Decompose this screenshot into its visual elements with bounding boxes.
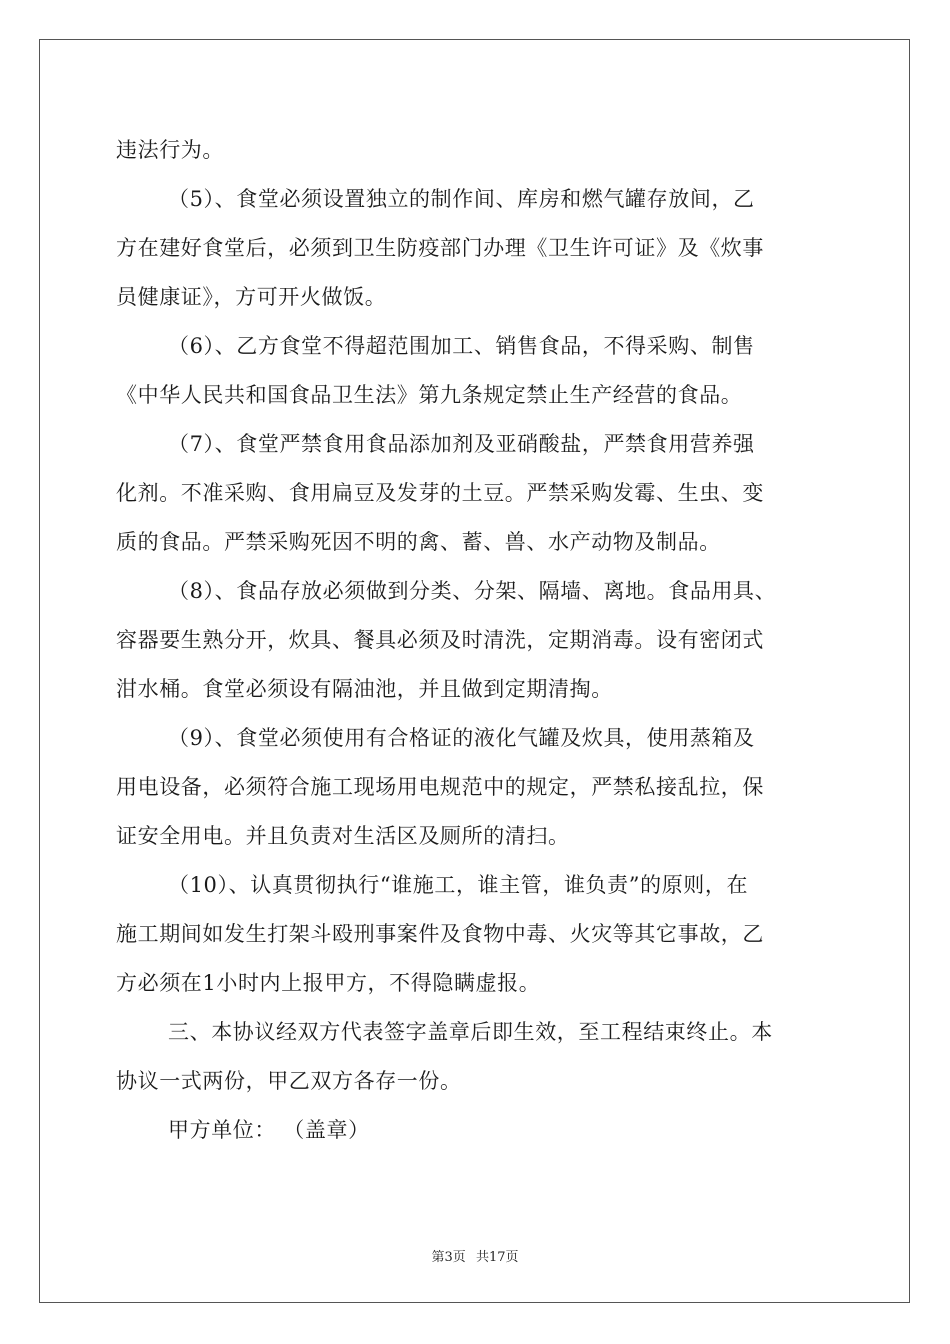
signature-line: 甲方单位： （盖章） xyxy=(168,1118,370,1142)
text-line: （9）、食堂必须使用有合格证的液化气罐及炊具，使用蒸箱及 xyxy=(168,726,755,750)
page-total: 共17页 xyxy=(475,1250,519,1265)
text-line: 三、本协议经双方代表签字盖章后即生效，至工程结束终止。本 xyxy=(168,1020,773,1044)
text-line: 违法行为。 xyxy=(116,138,224,162)
page-footer xyxy=(0,1246,950,1265)
text-line: 证安全用电。并且负责对生活区及厕所的清扫。 xyxy=(116,824,570,848)
text-line: （5）、食堂必须设置独立的制作间、库房和燃气罐存放间，乙 xyxy=(168,187,755,211)
text-line: 协议一式两份，甲乙双方各存一份。 xyxy=(116,1069,462,1093)
text-line: 方在建好食堂后，必须到卫生防疫部门办理《卫生许可证》及《炊事 xyxy=(116,236,764,260)
text-line: （7）、食堂严禁食用食品添加剂及亚硝酸盐，严禁食用营养强 xyxy=(168,432,755,456)
text-line: 用电设备，必须符合施工现场用电规范中的规定，严禁私接乱拉，保 xyxy=(116,775,764,799)
text-line: 化剂。不准采购、食用扁豆及发芽的土豆。严禁采购发霉、生虫、变 xyxy=(116,481,764,505)
text-line: 方必须在1小时内上报甲方，不得隐瞒虚报。 xyxy=(116,971,541,995)
text-line: 施工期间如发生打架斗殴刑事案件及食物中毒、火灾等其它事故，乙 xyxy=(116,922,764,946)
document-body xyxy=(116,126,836,1155)
text-line: （8）、食品存放必须做到分类、分架、隔墙、离地。食品用具、 xyxy=(168,579,777,603)
text-line: 容器要生熟分开，炊具、餐具必须及时清洗，定期消毒。设有密闭式 xyxy=(116,628,764,652)
text-line: 泔水桶。食堂必须设有隔油池，并且做到定期清掏。 xyxy=(116,677,613,701)
page-number: 第3页 xyxy=(431,1250,466,1265)
text-line: 员健康证》，方可开火做饭。 xyxy=(116,285,387,309)
text-line: 质的食品。严禁采购死因不明的禽、蓄、兽、水产动物及制品。 xyxy=(116,530,721,554)
text-line: 《中华人民共和国食品卫生法》第九条规定禁止生产经营的食品。 xyxy=(116,383,743,407)
text-line: （6）、乙方食堂不得超范围加工、销售食品，不得采购、制售 xyxy=(168,334,755,358)
text-line: （10）、认真贯彻执行“谁施工，谁主管，谁负责”的原则，在 xyxy=(168,873,749,897)
